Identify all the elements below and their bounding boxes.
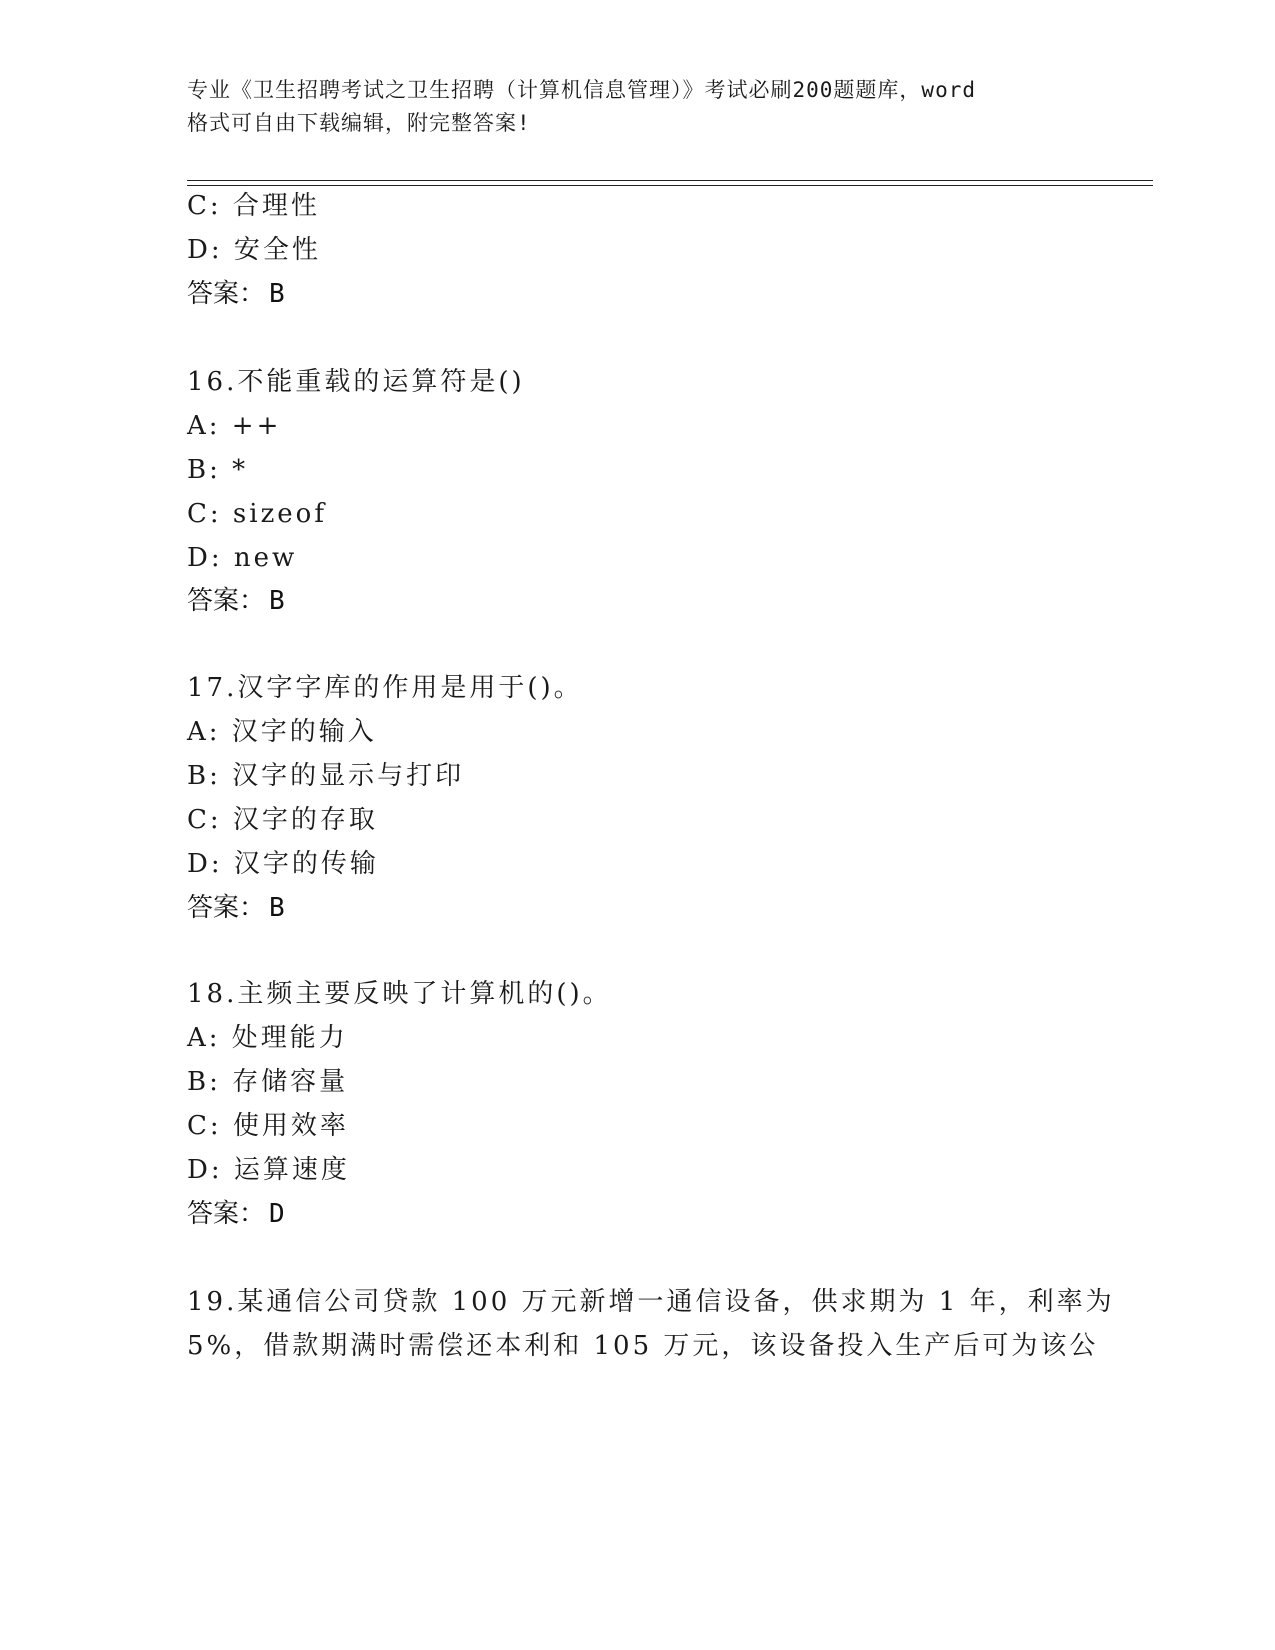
option-a: A: 汉字的输入 [187,717,377,747]
answer-label: 答案： [187,279,266,309]
option-c: C: 合理性 [187,191,320,221]
answer-value: D [269,1199,285,1229]
header-title-line-2: 格式可自由下载编辑，附完整答案! [187,111,531,135]
answer-value: B [269,893,285,923]
question-stem: 17.汉字字库的作用是用于()。 [187,673,583,703]
answer-line [187,585,285,617]
option-a: A: ++ [187,411,282,441]
header-divider-bottom [187,185,1153,186]
answer-line [187,892,285,924]
question-stem-line-1: 19.某通信公司贷款 100 万元新增一通信设备，供求期为 1 年，利率为 [187,1287,1115,1317]
option-c: C: 使用效率 [187,1111,349,1141]
answer-label: 答案： [187,893,266,923]
header-divider-top [187,180,1153,181]
option-d: D: 运算速度 [187,1155,350,1185]
answer-value: B [269,279,285,309]
header-title-line-1: 专业《卫生招聘考试之卫生招聘（计算机信息管理）》考试必刷200题题库，word [187,78,976,102]
answer-label: 答案： [187,586,266,616]
answer-line [187,1198,285,1230]
question-stem-line-2: 5%，借款期满时需偿还本利和 105 万元，该设备投入生产后可为该公 [187,1331,1099,1361]
option-d: D: 汉字的传输 [187,849,379,879]
option-b: B: 汉字的显示与打印 [187,761,465,791]
question-stem: 16.不能重载的运算符是() [187,367,525,397]
document-header [187,74,1087,140]
option-b: B: * [187,455,249,485]
option-d: D: 安全性 [187,235,321,265]
option-c: C: sizeof [187,499,327,529]
option-a: A: 处理能力 [187,1023,348,1053]
question-stem: 18.主频主要反映了计算机的()。 [187,979,612,1009]
option-c: C: 汉字的存取 [187,805,378,835]
answer-value: B [269,586,285,616]
answer-line [187,278,285,310]
option-d: D: new [187,543,298,573]
option-b: B: 存储容量 [187,1067,349,1097]
answer-label: 答案： [187,1199,266,1229]
